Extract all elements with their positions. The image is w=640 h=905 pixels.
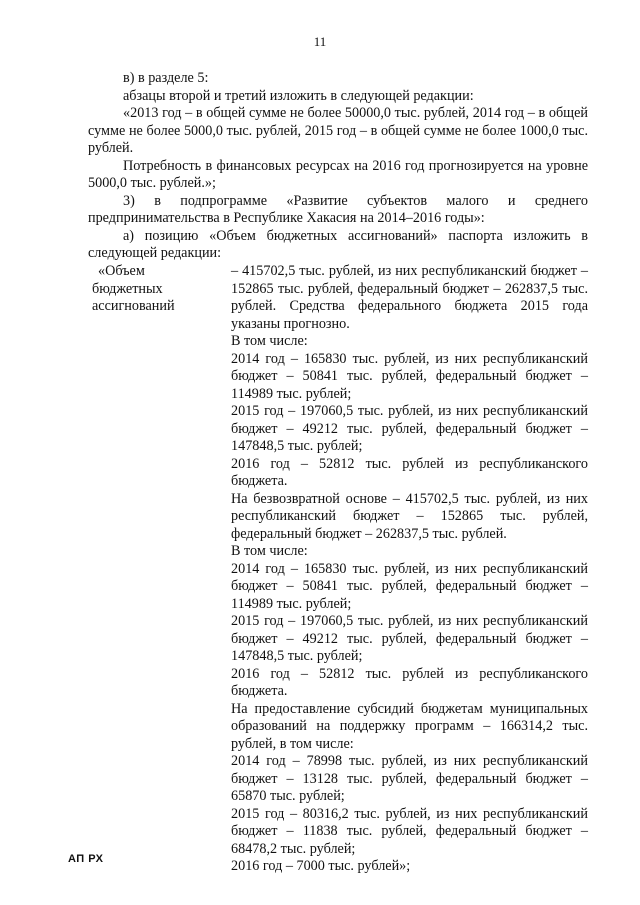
table-entry: На предоставление субсидий бюджетам муниципальных образований на поддержку программ – 166314,2 тыс. рублей, в том числе:: [231, 700, 588, 752]
intro-text: [88, 70, 588, 263]
table-entry: В том числе:: [231, 333, 308, 349]
table-values: [231, 263, 588, 876]
paragraph: «2013 год – в общей сумме не более 50000,0 тыс. рублей, 2014 год – в общей сумме не более 5000,0 тыс. рублей, 2015 год – в общей сумме не более 1000,0 тыс. рублей.: [88, 105, 588, 156]
table-entry: 2015 год – 80316,2 тыс. рублей, из них республиканский бюджет – 11838 тыс. рублей, федеральный бюджет – 68478,2 тыс. рублей;: [231, 805, 588, 857]
table-entry: 2015 год – 197060,5 тыс. рублей, из них республиканский бюджет – 49212 тыс. рублей, федеральный бюджет – 147848,5 тыс. рублей;: [231, 613, 588, 664]
table-entry: 2016 год – 52812 тыс. рублей из республиканского бюджета.: [231, 665, 588, 699]
table-entry: 2014 год – 78998 тыс. рублей, из них республиканский бюджет – 13128 тыс. рублей, федеральный бюджет – 65870 тыс. рублей;: [231, 753, 588, 804]
paragraph: Потребность в финансовых ресурсах на 2016 год прогнозируется на уровне 5000,0 тыс. рублей.»;: [88, 157, 588, 191]
table-entry: 2016 год – 52812 тыс. рублей из республиканского бюджета.: [231, 455, 588, 489]
table-entry: 2015 год – 197060,5 тыс. рублей, из них республиканский бюджет – 49212 тыс. рублей, федеральный бюджет – 147848,5 тыс. рублей;: [231, 403, 588, 454]
table-entry: На безвозвратной основе – 415702,5 тыс. рублей, из них республиканский бюджет – 152865 тыс. рублей, федеральный бюджет – 262837,5 тыс. рублей.: [231, 490, 588, 542]
paragraph: абзацы второй и третий изложить в следующей редакции:: [123, 87, 474, 104]
table-entry: 2016 год – 7000 тыс. рублей»;: [231, 858, 411, 874]
footer-code: АП РХ: [68, 853, 104, 865]
table-entry: В том числе:: [231, 543, 308, 559]
paragraph: в) в разделе 5:: [123, 70, 209, 86]
table-entry: – 415702,5 тыс. рублей, из них республиканский бюджет – 152865 тыс. рублей, федеральный бюджет – 262837,5 тыс. рублей. Средства федерального бюджета 2015 года указаны прогнозно.: [231, 263, 588, 332]
paragraph: 3) в подпрограмме «Развитие субъектов малого и среднего предпринимательства в Республике Хакасия на 2014–2016 годы»:: [88, 192, 588, 226]
table-label: «Объем бюджетных ассигнований: [92, 263, 175, 314]
table-entry: 2014 год – 165830 тыс. рублей, из них республиканский бюджет – 50841 тыс. рублей, федеральный бюджет – 114989 тыс. рублей;: [231, 350, 588, 402]
table-entry: 2014 год – 165830 тыс. рублей, из них республиканский бюджет – 50841 тыс. рублей, федеральный бюджет – 114989 тыс. рублей;: [231, 560, 588, 612]
paragraph: а) позицию «Объем бюджетных ассигнований» паспорта изложить в следующей редакции:: [88, 227, 588, 261]
page-number: 11: [313, 34, 327, 49]
